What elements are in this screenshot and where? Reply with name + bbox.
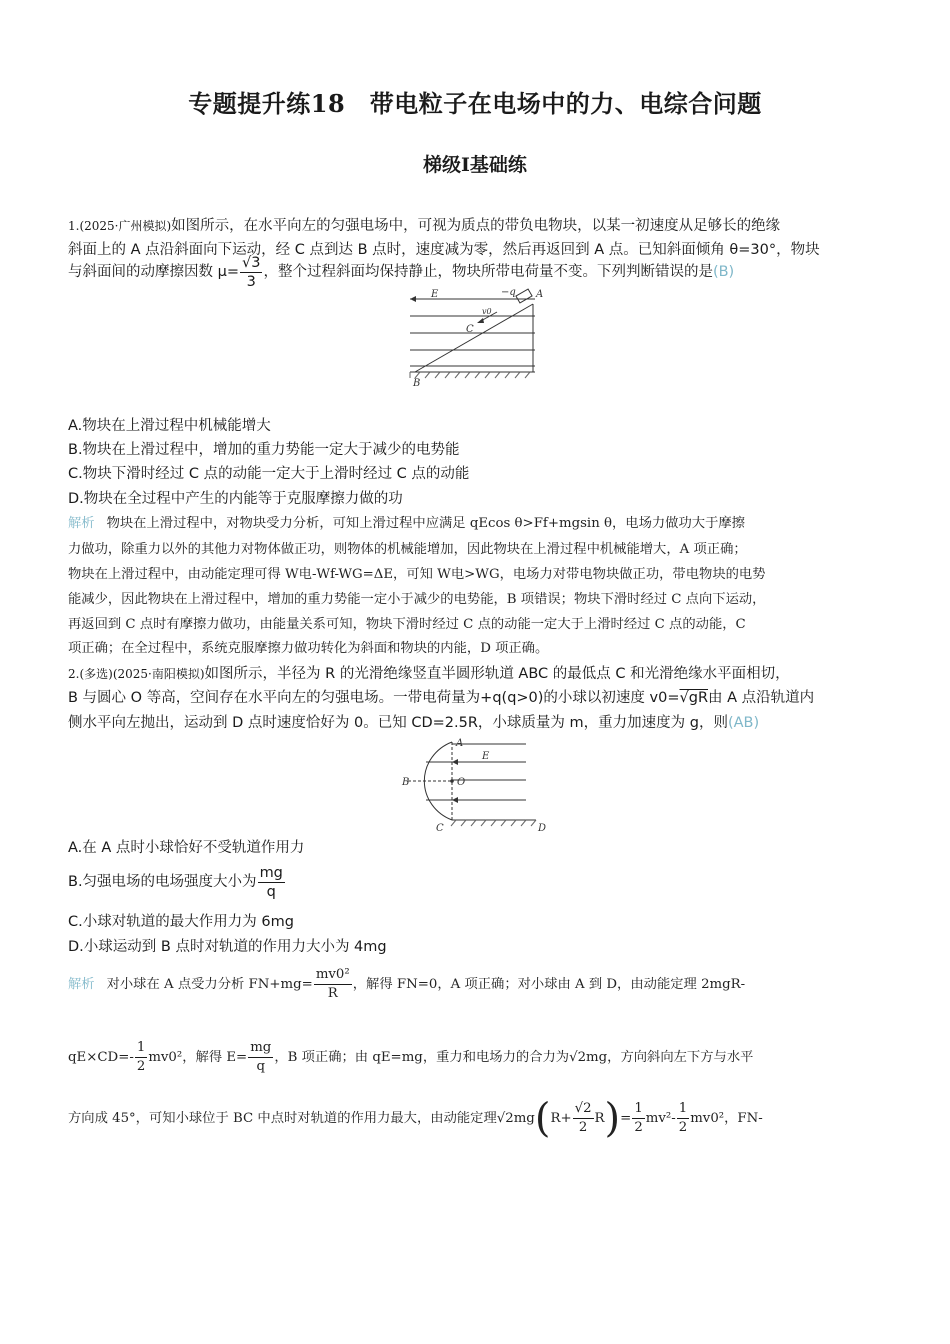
e-fraction bbox=[248, 1039, 273, 1076]
q2-explain-line-2 bbox=[68, 1036, 890, 1080]
q2-text-1: 如图所示，半径为 R 的光滑绝缘竖直半圆形轨道 ABC 的最低点 C 和光滑绝缘水平面相切， bbox=[204, 666, 790, 682]
field-numerator: mg bbox=[259, 864, 283, 881]
circle-center-dot bbox=[450, 779, 454, 783]
paren-open: ( bbox=[534, 1095, 551, 1142]
q2-explain-line-1 bbox=[68, 966, 890, 1022]
field-fraction bbox=[258, 864, 285, 901]
field-denominator: q bbox=[266, 883, 276, 900]
mu-denominator: 3 bbox=[246, 273, 256, 290]
q2-explain-1a: 对小球在 A 点受力分析 FN+mg= bbox=[106, 977, 313, 992]
half-fraction-2 bbox=[632, 1100, 644, 1137]
q2-fig-label-O: O bbox=[457, 777, 466, 788]
q2-option-b bbox=[68, 860, 888, 904]
q1-text-3a: 与斜面间的动摩擦因数 μ= bbox=[68, 264, 239, 280]
field-arrow-icon bbox=[410, 296, 416, 302]
q2-explain-1b: ，解得 FN=0，A 项正确；对小球由 A 到 D，由动能定理 2mgR- bbox=[352, 977, 746, 992]
q1-fig-label-q: −q bbox=[501, 287, 516, 298]
q2-text-2c: 由 A 点沿轨道内 bbox=[708, 690, 815, 706]
field-arrow-icon bbox=[452, 797, 458, 803]
equals-sign: = bbox=[620, 1111, 632, 1126]
q2-explain-2c: ，B 项正确；由 qE=mg，重力和电场力的合力为 bbox=[274, 1050, 570, 1065]
mv2-term: mv²- bbox=[645, 1111, 676, 1126]
q1-fig-label-A: A bbox=[536, 289, 544, 300]
sqrt2-numerator: √2 bbox=[573, 1100, 594, 1119]
q2-fig-label-B: B bbox=[402, 777, 410, 788]
q2-sqrt-gR: √gR bbox=[679, 690, 709, 706]
q1-explain-line-2: 力做功，除重力以外的其他力对物体做正功，则物体的机械能增加，因此物块在上滑过程中机械能增大，A 项正确； bbox=[68, 542, 747, 557]
mu-numerator: √3 bbox=[241, 254, 261, 271]
page-title: 专题提升练18 带电粒子在电场中的力、电综合问题 bbox=[188, 89, 762, 118]
section-subtitle: 梯级Ⅰ基础练 bbox=[423, 154, 527, 176]
half-denominator-3: 2 bbox=[678, 1120, 688, 1135]
half-denominator-2: 2 bbox=[634, 1120, 643, 1135]
q2-explain-2d: ，方向斜向左下方与水平 bbox=[607, 1050, 754, 1065]
q1-fig-label-C: C bbox=[466, 324, 474, 335]
q1-option-c: C.物块下滑时经过 C 点的动能一定大于上滑时经过 C 点的动能 bbox=[68, 466, 470, 482]
sqrt2-half-fraction bbox=[573, 1100, 594, 1137]
mu-fraction bbox=[240, 254, 262, 291]
q2-fig-label-A: A bbox=[456, 738, 464, 749]
r-plus: R+ bbox=[550, 1111, 572, 1126]
q2-text-2a: B 与圆心 O 等高，空间存在水平向左的匀强电场。一带电荷量为+q(q>0)的小球以初速度 v0= bbox=[68, 690, 680, 706]
half-denominator: 2 bbox=[136, 1059, 146, 1074]
q1-option-d: D.物块在全过程中产生的内能等于克服摩擦力做的功 bbox=[68, 491, 403, 507]
field-arrow-icon bbox=[452, 759, 458, 765]
half-numerator: 1 bbox=[135, 1039, 147, 1058]
q2-text-3: 侧水平向左抛出，运动到 D 点时速度恰好为 0。已知 CD=2.5R，小球质量为 m，重力加速度为 g，则 bbox=[68, 715, 728, 731]
e-denominator: q bbox=[256, 1059, 266, 1074]
q1-explain-line-4: 能减少，因此物块在上滑过程中，增加的重力势能一定小于减少的电势能，B 项错误；物块下滑时经过 C 点向下运动， bbox=[68, 592, 766, 607]
q1-option-a: A.物块在上滑过程中机械能增大 bbox=[68, 418, 271, 434]
q1-incline-figure bbox=[405, 284, 545, 388]
sqrt2-denominator: 2 bbox=[578, 1120, 588, 1135]
centripetal-fraction bbox=[314, 966, 352, 1003]
r-term: R bbox=[594, 1111, 605, 1126]
q1-fig-label-E: E bbox=[431, 289, 439, 300]
q2-option-d: D.小球运动到 B 点时对轨道的作用力大小为 4mg bbox=[68, 939, 387, 955]
paren-close: ) bbox=[604, 1095, 621, 1142]
q1-explain-line-1 bbox=[68, 512, 890, 536]
q2-fig-label-E: E bbox=[482, 751, 490, 762]
q2-explain-2a: qE×CD=- bbox=[68, 1050, 134, 1065]
q2-explain-line-3 bbox=[68, 1094, 890, 1144]
q2-line-3 bbox=[68, 711, 888, 735]
q1-fig-label-B: B bbox=[413, 378, 421, 388]
centripetal-denominator: R bbox=[327, 986, 338, 1001]
mv0-term: mv0² bbox=[690, 1111, 725, 1126]
q1-text-1: 如图所示，在水平向左的匀强电场中，可视为质点的带负电物块，以某一初速度从足够长的绝缘 bbox=[171, 218, 781, 234]
q2-explain-tag: 解析 bbox=[68, 977, 95, 992]
q2-fig-label-D: D bbox=[538, 823, 547, 834]
e-numerator: mg bbox=[248, 1039, 273, 1058]
half-numerator-2: 1 bbox=[632, 1100, 644, 1119]
q1-explain-tag: 解析 bbox=[68, 516, 95, 531]
q2-option-a: A.在 A 点时小球恰好不受轨道作用力 bbox=[68, 840, 305, 856]
q1-explain-text-1: 物块在上滑过程中，对物块受力分析，可知上滑过程中应满足 qEcos θ>Ff+mgsin θ，电场力做功大于摩擦 bbox=[106, 516, 745, 531]
q2-source: 2.(多选)(2025·南阳模拟) bbox=[68, 667, 205, 681]
centripetal-numerator: mv0² bbox=[314, 966, 352, 985]
q2-line-2 bbox=[68, 686, 888, 710]
q2-option-b-text: B.匀强电场的电场强度大小为 bbox=[68, 874, 257, 890]
q2-explain-3a: 方向成 45°，可知小球位于 BC 中点时对轨道的作用力最大，由动能定理 bbox=[68, 1111, 497, 1126]
q1-option-b: B.物块在上滑过程中，增加的重力势能一定大于减少的电势能 bbox=[68, 442, 460, 458]
q1-text-3b: ，整个过程斜面均保持静止，物块所带电荷量不变。下列判断错误的是 bbox=[263, 264, 713, 280]
half-numerator-3: 1 bbox=[677, 1100, 689, 1119]
q2-answer: (AB) bbox=[727, 715, 760, 731]
q2-option-c: C.小球对轨道的最大作用力为 6mg bbox=[68, 914, 294, 930]
q2-explain-3c: ，FN- bbox=[724, 1111, 763, 1126]
resultant-force: √2mg bbox=[569, 1050, 608, 1065]
sqrt2-mg: √2mg bbox=[496, 1111, 535, 1126]
q1-fig-label-v0: v0 bbox=[482, 307, 492, 316]
q1-explain-line-3: 物块在上滑过程中，由动能定理可得 W电-Wf-WG=ΔE，可知 W电>WG，电场力对带电物块做正功，带电物块的电势 bbox=[68, 567, 766, 582]
q1-line-2: 斜面上的 A 点沿斜面向下运动，经 C 点到达 B 点时，速度减为零，然后再返回到 A 点。已知斜面倾角 θ=30°，物块 bbox=[68, 242, 820, 258]
q2-explain-2b: mv0²，解得 E= bbox=[148, 1050, 248, 1065]
q1-explain-line-6: 项正确；在全过程中，系统克服摩擦力做功转化为斜面和物块的内能，D 项正确。 bbox=[68, 641, 549, 656]
q1-source: 1.(2025·广州模拟) bbox=[68, 219, 172, 233]
q2-line-1 bbox=[68, 662, 888, 686]
q1-answer: (B) bbox=[712, 264, 735, 280]
half-fraction-3 bbox=[677, 1100, 689, 1137]
q2-semicircle-figure bbox=[396, 734, 556, 834]
velocity-arrow-icon bbox=[477, 318, 484, 323]
q1-explain-line-5: 再返回到 C 点时有摩擦力做功，由能量关系可知，物块下滑时经过 C 点的动能一定大于上滑时经过 C 点的动能，C bbox=[68, 617, 746, 632]
half-fraction bbox=[135, 1039, 147, 1076]
q2-fig-label-C: C bbox=[436, 823, 444, 834]
q1-line-1 bbox=[68, 214, 888, 238]
